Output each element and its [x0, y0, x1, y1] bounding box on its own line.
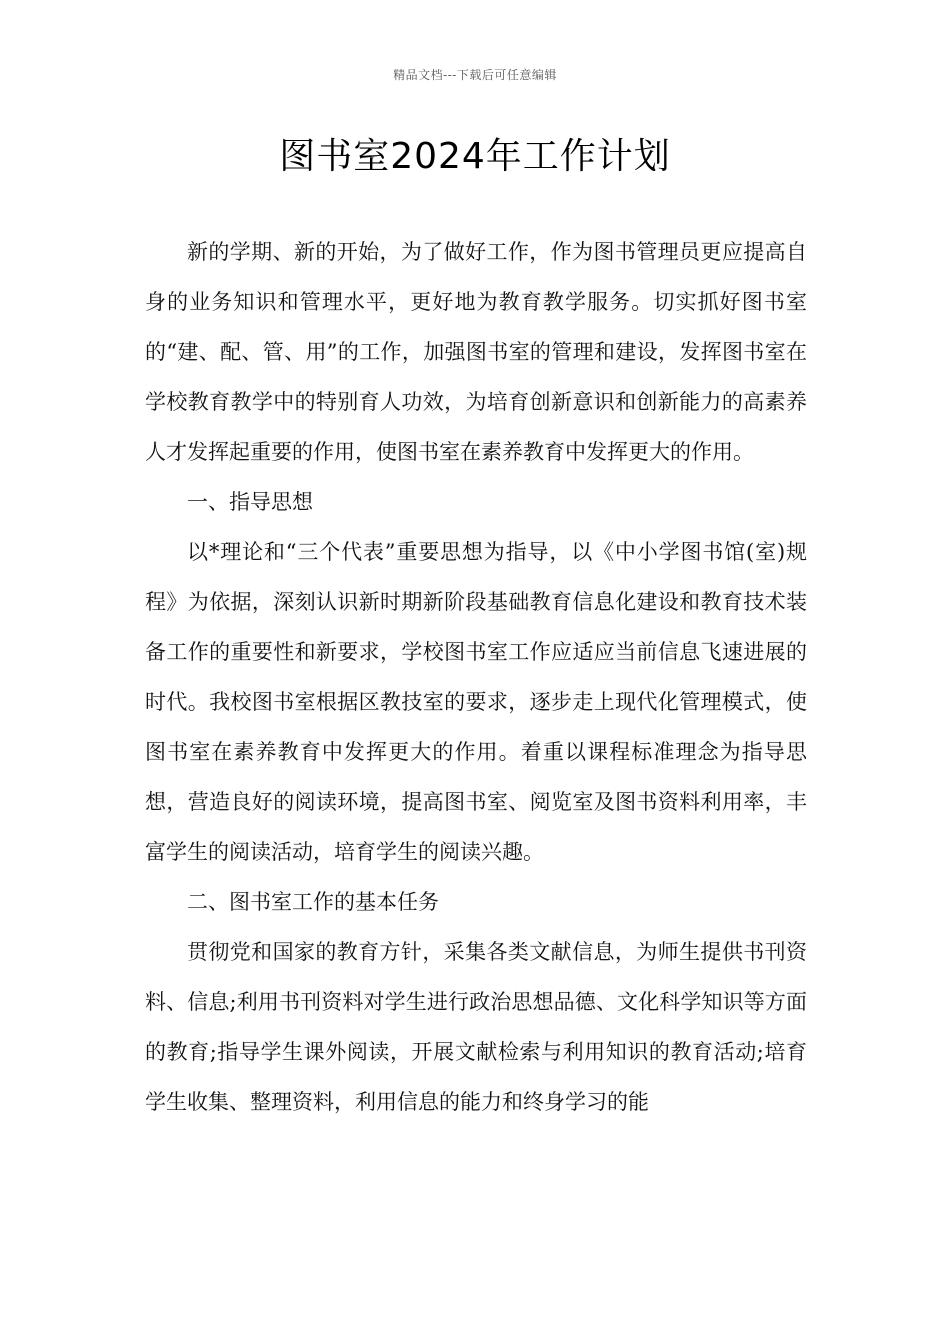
section-heading-basic-tasks: 二、图书室工作的基本任务: [187, 890, 439, 914]
paragraph-basic-tasks: 贯彻党和国家的教育方针，采集各类文献信息，为师生提供书刊资料、信息;利用书刊资料对学生进行政治思想品德、文化科学知识等方面的教育;指导学生课外阅读，开展文献检索与利用知识的教育活动;培育学生收集、整理资料，利用信息的能力和终身学习的能: [145, 940, 807, 1114]
document-title: 图书室2024年工作计划: [279, 136, 671, 177]
page-header: 精品文档---下载后可任意编辑: [393, 68, 557, 82]
paragraph-guiding-thought: 以*理论和“三个代表”重要思想为指导，以《中小学图书馆(室)规程》为依据，深刻认识新时期新阶段基础教育信息化建设和教育技术装备工作的重要性和新要求，学校图书室工作应适应当前信息飞速进展的时代。我校图书室根据区教技室的要求，逐步走上现代化管理模式，使图书室在素养教育中发挥更大的作用。着重以课程标准理念为指导思想，营造良好的阅读环境，提高图书室、阅览室及图书资料利用率，丰富学生的阅读活动，培育学生的阅读兴趣。: [145, 540, 807, 864]
paragraph-intro: 新的学期、新的开始，为了做好工作，作为图书管理员更应提高自身的业务知识和管理水平，更好地为教育教学服务。切实抓好图书室的“建、配、管、用”的工作，加强图书室的管理和建设，发挥图书室在学校教育教学中的特别育人功效，为培育创新意识和创新能力的高素养人才发挥起重要的作用，使图书室在素养教育中发挥更大的作用。: [145, 240, 807, 464]
document-body: [145, 227, 807, 1127]
section-heading-guiding-thought: 一、指导思想: [187, 490, 313, 514]
